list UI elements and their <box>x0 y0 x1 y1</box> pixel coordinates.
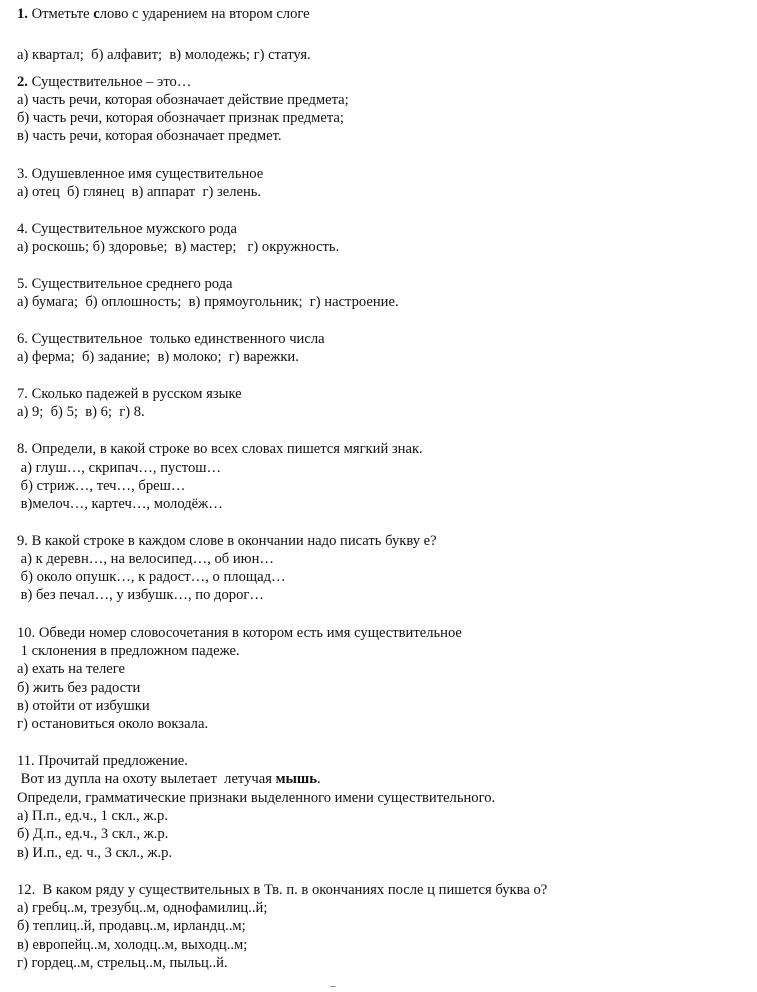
q4-options: а) роскошь; б) здоровье; в) мастер; г) окружность. <box>17 239 340 255</box>
q10-option-d: г) остановиться около вокзала. <box>17 716 209 732</box>
q1-options: а) квартал; б) алфавит; в) молодежь; г) статуя. <box>17 47 311 63</box>
q9-title: 9. В какой строке в каждом слове в окончании надо писать букву е? <box>17 533 437 549</box>
q2-option-c: в) часть речи, которая обозначает предмет. <box>17 128 282 144</box>
q9-option-c: в) без печал…, у избушк…, по дорог… <box>17 587 264 603</box>
q11-sentence-pre: Вот из дупла на охоту вылетает летучая <box>17 771 276 787</box>
q1-title-post: лово с ударением на втором слоге <box>99 6 310 22</box>
q2-title-text: Существительное – это… <box>27 74 192 90</box>
q1-number: 1. <box>17 6 28 22</box>
q2-title <box>17 73 191 91</box>
q7-options: а) 9; б) 5; в) 6; г) 8. <box>17 404 145 420</box>
q11-sentence <box>17 770 321 788</box>
q3-options: а) отец б) глянец в) аппарат г) зелень. <box>17 184 262 200</box>
q8-title: 8. Определи, в какой строке во всех словах пишется мягкий знак. <box>17 441 423 457</box>
q10-option-a: а) ехать на телеге <box>17 661 125 677</box>
q11-option-b: б) Д.п., ед.ч., 3 скл., ж.р. <box>17 826 169 842</box>
q11-sentence-post: . <box>316 771 321 787</box>
q1-title-pre: Отметьте <box>27 6 94 22</box>
q9-option-b: б) около опушк…, к радост…, о площад… <box>17 569 286 585</box>
q12-title: 12. В каком ряду у существительных в Тв. п. в окончаниях после ц пишется буква о? <box>17 882 548 898</box>
q6-options: а) ферма; б) задание; в) молоко; г) варежки. <box>17 349 299 365</box>
q9-option-a: а) к деревн…, на велосипед…, об июн… <box>17 551 274 567</box>
q7-title: 7. Сколько падежей в русском языке <box>17 386 242 402</box>
q5-title: 5. Существительное среднего рода <box>17 276 233 292</box>
q10-option-c: в) отойти от избушки <box>17 698 150 714</box>
q6-title: 6. Существительное только единственного числа <box>17 331 325 347</box>
q11-task: Определи, грамматические признаки выделенного имени существительного. <box>17 790 496 806</box>
q2-option-a: а) часть речи, которая обозначает действие предмета; <box>17 92 349 108</box>
q1-title-bold: с <box>93 6 100 22</box>
q5-options: а) бумага; б) оплошность; в) прямоугольник; г) настроение. <box>17 294 399 310</box>
q11-highlighted-word: мышь <box>275 771 317 787</box>
q8-option-c: в)мелоч…, картеч…, молодёж… <box>17 496 223 512</box>
q10-option-b: б) жить без радости <box>17 680 141 696</box>
q8-option-b: б) стриж…, теч…, бреш… <box>17 478 186 494</box>
q11-option-c: в) И.п., ед. ч., 3 скл., ж.р. <box>17 845 173 861</box>
q12-option-c: в) европейц..м, холодц..м, выходц..м; <box>17 937 248 953</box>
q1-title <box>17 5 310 23</box>
q8-option-a: а) глуш…, скрипач…, пустош… <box>17 460 222 476</box>
q12-option-a: а) гребц..м, трезубц..м, однофамилиц..й; <box>17 900 268 916</box>
q4-title: 4. Существительное мужского рода <box>17 221 238 237</box>
page-edge-mark <box>330 986 336 990</box>
q2-option-b: б) часть речи, которая обозначает признак предмета; <box>17 110 344 126</box>
q3-title: 3. Одушевленное имя существительное <box>17 166 264 182</box>
q2-number: 2. <box>17 74 28 90</box>
q11-option-a: а) П.п., ед.ч., 1 скл., ж.р. <box>17 808 168 824</box>
q12-option-b: б) теплиц..й, продавц..м, ирландц..м; <box>17 918 246 934</box>
q10-title: 10. Обведи номер словосочетания в котором есть имя существительное <box>17 625 462 641</box>
q12-option-d: г) гордец..м, стрельц..м, пыльц..й. <box>17 955 228 971</box>
q11-title: 11. Прочитай предложение. <box>17 753 188 769</box>
q10-title-continued: 1 склонения в предложном падеже. <box>17 643 240 659</box>
